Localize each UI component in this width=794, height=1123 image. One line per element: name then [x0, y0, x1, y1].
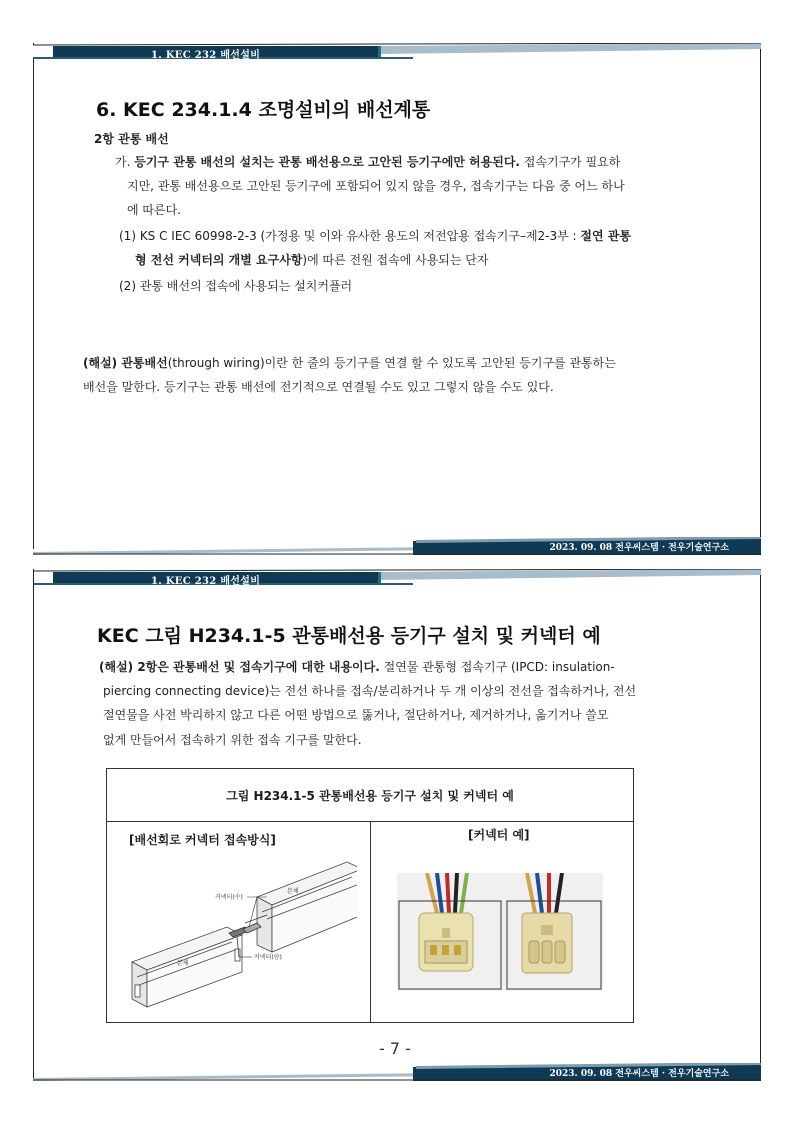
item-ga-line3: 에 따른다.: [127, 203, 181, 217]
item-ga-line2: 지만, 관통 배선용으로 고안된 등기구에 포함되어 있지 않을 경우, 접속기구는 다음 중 어느 하나: [127, 179, 625, 193]
figure-table: [106, 768, 634, 1023]
luminaire-body-upper: [257, 862, 357, 952]
note-line1: (through wiring)이란 한 줄의 등기구를 연결 할 수 있도록 고안된 등기구를 관통하는: [167, 356, 616, 370]
page-title: KEC 그림 H234.1-5 관통배선용 등기구 설치 및 커넥터 예: [97, 625, 601, 647]
note-line4: 없게 만들어서 접속하기 위한 접속 기구를 말한다.: [103, 733, 362, 747]
page-number: - 7 -: [379, 1039, 411, 1058]
sub-item-1-bold: 절연 관통: [580, 229, 631, 243]
note-line2: piercing connecting device)는 전선 하나를 접속/분리하거나 두 개 이상의 전선을 접속하거나, 전선: [103, 684, 637, 698]
figure-divider: [370, 822, 371, 1022]
item-ga-bold: 등기구 관통 배선의 설치는 관통 배선용으로 고안된 등기구에만 허용된다.: [134, 155, 520, 169]
wiring-diagram: [117, 857, 357, 1017]
header-bar: [33, 43, 761, 65]
sub-item-1-bold2: 형 전선 커넥터의 개별 요구사항: [135, 253, 303, 267]
slide-1: [33, 43, 761, 555]
note-label: (해설): [83, 356, 122, 370]
label-body-bottom: 본체: [177, 960, 189, 967]
item-ga-prefix: 가.: [115, 155, 135, 169]
slide-2: [33, 569, 761, 1081]
label-body-top: 본체: [287, 888, 299, 895]
header-label: 1. KEC 232 배선설비: [151, 576, 261, 587]
note: [99, 655, 615, 679]
footer-label: 2023. 09. 08 전우씨스템 · 전우기술연구소: [549, 543, 729, 553]
figure-title: 그림 H234.1-5 관통배선용 등기구 설치 및 커넥터 예: [107, 769, 633, 822]
sub-item-1-line2: [135, 248, 488, 272]
footer-label: 2023. 09. 08 전우씨스템 · 전우기술연구소: [549, 1069, 729, 1079]
connector-male-photo: [419, 913, 473, 971]
note-bold: (해설) 2항은 관통배선 및 접속기구에 대한 내용이다.: [99, 660, 380, 674]
label-connector-male: 커넥터(수): [215, 894, 243, 901]
item-ga: [115, 150, 755, 174]
label-connector-female: 커넥터(암): [254, 954, 282, 961]
page-title: 6. KEC 234.1.4 조명설비의 배선계통: [96, 99, 431, 121]
left-caption: [배선회로 커넥터 접속방식]: [129, 833, 276, 847]
luminaire-body-lower: [132, 927, 242, 1007]
connector-female-photo: [522, 913, 572, 973]
note-term: 관통배선: [121, 356, 168, 370]
sub-item-1-rest: )에 따른 전원 접속에 사용되는 단자: [302, 253, 489, 267]
connector-photo: [397, 873, 603, 991]
sub-item-1: [119, 224, 631, 248]
sub-item-2: (2) 관통 배선의 접속에 사용되는 설치커플러: [119, 279, 353, 293]
item-ga-rest: 접속기구가 필요하: [519, 155, 621, 169]
note: [83, 351, 616, 375]
sub-item-1-text: (1) KS C IEC 60998-2-3 (가정용 및 이와 유사한 용도의 저전압용 접속기구–제2-3부 :: [119, 229, 581, 243]
note-line3: 절연물을 사전 박리하지 않고 다른 어떤 방법으로 뚫거나, 절단하거나, 제거하거나, 옮기거나 쓸모: [103, 708, 609, 722]
note-line1: 절연물 관통형 접속기구 (IPCD: insulation-: [379, 660, 615, 674]
note-line2: 배선을 말한다. 등기구는 관통 배선에 전기적으로 연결될 수도 있고 그렇지 않을 수도 있다.: [83, 380, 554, 394]
header-label: 1. KEC 232 배선설비: [151, 50, 261, 61]
subheading: 2항 관통 배선: [94, 132, 169, 146]
right-caption: [커넥터 예]: [468, 828, 530, 842]
header-bar: [33, 569, 761, 591]
